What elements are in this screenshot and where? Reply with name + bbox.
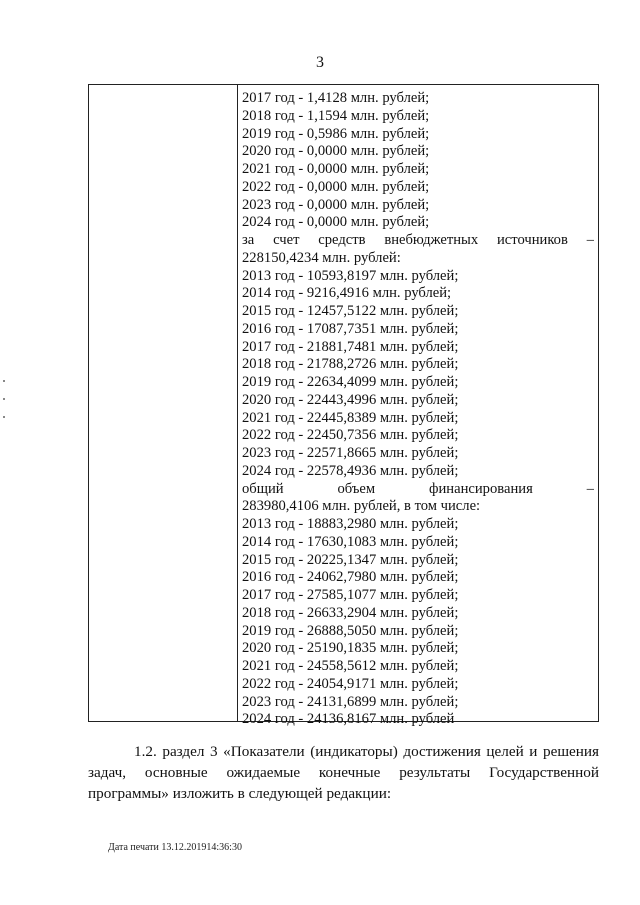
table-line: 2015 год - 20225,1347 млн. рублей; [242, 551, 459, 568]
table-line: 2023 год - 0,0000 млн. рублей; [242, 196, 430, 213]
funding-table-text [242, 90, 594, 729]
table-word: средств [318, 232, 366, 248]
table-line: 283980,4106 млн. рублей, в том числе: [242, 498, 481, 515]
table-word: – [586, 232, 594, 248]
paragraph-word: и [529, 743, 538, 760]
margin-marks [3, 380, 6, 440]
paragraph-word: достижения [403, 743, 481, 760]
table-line-justified [242, 232, 594, 250]
paragraph-line [88, 762, 599, 783]
page-number: 3 [316, 54, 324, 71]
paragraph-word: конечные [318, 764, 381, 781]
table-column-divider [237, 84, 238, 722]
table-word: финансирования [429, 480, 533, 497]
table-line: 2020 год - 25190,1835 млн. рублей; [242, 640, 459, 657]
table-line: 2018 год - 21788,2726 млн. рублей; [242, 356, 459, 373]
table-line: 2017 год - 1,4128 млн. рублей; [242, 90, 430, 106]
paragraph-word: (индикаторы) [310, 743, 398, 760]
table-line: 2013 год - 18883,2980 млн. рублей; [242, 516, 459, 532]
table-line: 2019 год - 22634,4099 млн. рублей; [242, 374, 459, 390]
table-line: 2021 год - 22445,8389 млн. рублей; [242, 409, 459, 426]
paragraph-word: результаты [399, 764, 471, 781]
margin-dot [3, 380, 5, 382]
table-line: 2019 год - 0,5986 млн. рублей; [242, 125, 430, 142]
table-line: 2017 год - 27585,1077 млн. рублей; [242, 587, 459, 603]
table-line: 2021 год - 24558,5612 млн. рублей; [242, 658, 459, 674]
margin-dot [3, 416, 5, 418]
table-line: 2020 год - 22443,4996 млн. рублей; [242, 391, 459, 408]
paragraph-word: ожидаемые [226, 764, 301, 781]
paragraph-word: «Показатели [223, 743, 305, 760]
paragraph-word: раздел [162, 743, 205, 760]
table-line: 2017 год - 21881,7481 млн. рублей; [242, 338, 459, 355]
paragraph-line: программы» изложить в следующей редакции: [88, 785, 392, 802]
table-line: 2024 год - 0,0000 млн. рублей; [242, 214, 430, 231]
table-word: – [586, 480, 594, 497]
table-line: 2023 год - 24131,6899 млн. рублей; [242, 693, 459, 710]
table-word: источников [496, 232, 568, 248]
table-line: 2016 год - 24062,7980 млн. рублей; [242, 569, 459, 586]
table-word: счет [273, 232, 300, 248]
table-line: 2020 год - 0,0000 млн. рублей; [242, 143, 430, 160]
table-line: 2022 год - 24054,9171 млн. рублей; [242, 675, 459, 692]
paragraph-word: 1.2. [134, 743, 157, 760]
table-word: общий [242, 480, 284, 497]
table-line: 2013 год - 10593,8197 млн. рублей; [242, 267, 459, 284]
print-date: Дата печати 13.12.201914:36:30 [108, 842, 242, 853]
table-line: 2024 год - 24136,8167 млн. рублей [242, 711, 455, 728]
table-line: 2019 год - 26888,5050 млн. рублей; [242, 622, 459, 639]
table-line: 2014 год - 17630,1083 млн. рублей; [242, 533, 459, 550]
paragraph-word: основные [144, 764, 208, 781]
table-word: объем [337, 480, 376, 497]
table-line: 2016 год - 17087,7351 млн. рублей; [242, 320, 459, 337]
table-line: 2015 год - 12457,5122 млн. рублей; [242, 303, 459, 319]
table-line: 2024 год - 22578,4936 млн. рублей; [242, 462, 459, 479]
table-line-justified [242, 481, 594, 499]
paragraph-word: задач, [88, 764, 127, 781]
paragraph-word: решения [542, 743, 599, 760]
paragraph-line [88, 741, 599, 762]
table-line: 2014 год - 9216,4916 млн. рублей; [242, 285, 452, 302]
table-word: внебюджетных [384, 232, 479, 248]
paragraph-word: 3 [210, 743, 218, 760]
table-line: 2023 год - 22571,8665 млн. рублей; [242, 445, 459, 461]
table-line: 2021 год - 0,0000 млн. рублей; [242, 161, 430, 177]
margin-dot [3, 398, 5, 400]
paragraph-word: целей [486, 743, 524, 760]
amendment-paragraph [88, 741, 599, 804]
table-line: 2018 год - 26633,2904 млн. рублей; [242, 604, 459, 621]
paragraph-word: Государственной [489, 764, 599, 781]
table-line: 2022 год - 22450,7356 млн. рублей; [242, 427, 459, 444]
table-line: 2018 год - 1,1594 млн. рублей; [242, 107, 430, 124]
table-line: 2022 год - 0,0000 млн. рублей; [242, 178, 430, 195]
table-word: за [242, 232, 255, 248]
table-line: 228150,4234 млн. рублей: [242, 249, 401, 266]
